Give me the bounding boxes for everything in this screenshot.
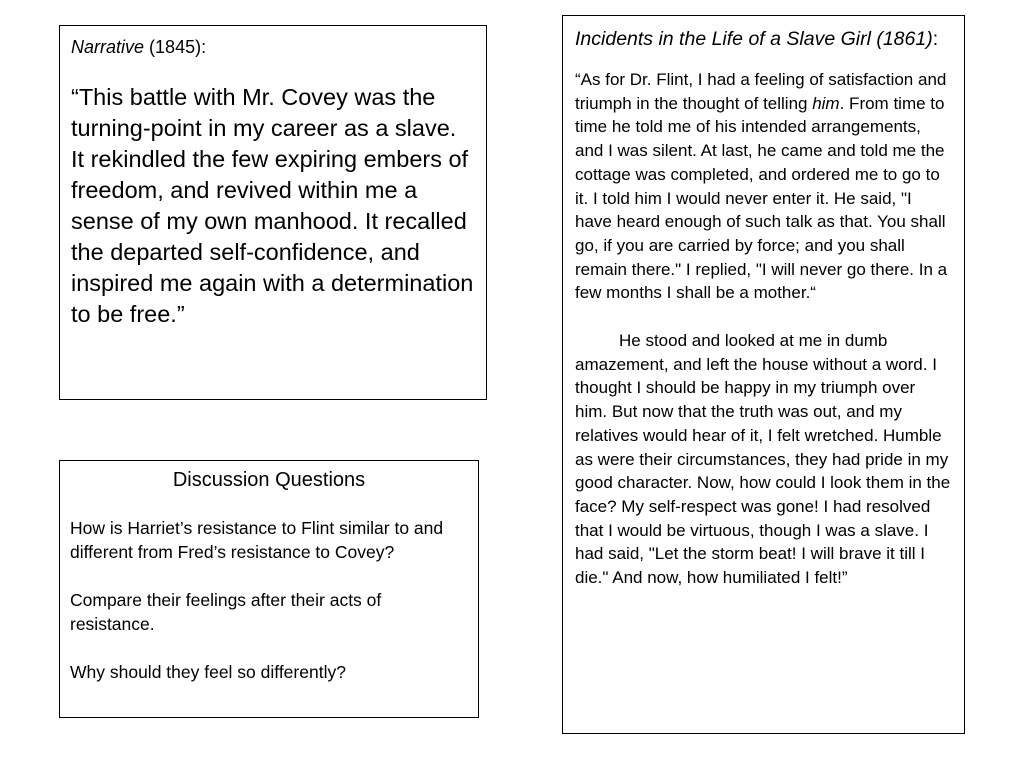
discussion-title: Discussion Questions	[172, 469, 366, 491]
discussion-questions-box	[59, 460, 479, 718]
narrative-heading	[71, 36, 475, 58]
incidents-quote-box	[562, 15, 965, 734]
incidents-paragraph-1-start: “As for Dr. Flint, I had a feeling of satisfaction and triumph in the thought of telling	[575, 70, 947, 113]
narrative-quote: “This battle with Mr. Covey was the turning-point in my career as a slave. It rekindled the few expiring embers of freedom, and revived within me a sense of my own manhood. It recalled the departed self-confidence, and inspired me again with a determination to be free.”	[71, 84, 474, 327]
narrative-year: (1845):	[149, 37, 207, 57]
incidents-title-suffix: :	[932, 28, 939, 50]
narrative-quote-box	[59, 25, 487, 400]
incidents-title: Incidents in the Life of a Slave Girl (1861)	[575, 28, 933, 50]
discussion-question-2: Compare their feelings after their acts of resistance.	[70, 590, 382, 634]
incidents-emphasis-him: him	[812, 93, 840, 113]
discussion-question-3: Why should they feel so differently?	[70, 662, 346, 682]
discussion-question-1: How is Harriet’s resistance to Flint similar to and different from Fred’s resistance to Covey?	[70, 518, 444, 562]
incidents-heading	[575, 24, 952, 55]
narrative-title: Narrative	[71, 37, 145, 57]
incidents-paragraph-1-end: . From time to time he told me of his intended arrangements, and I was silent. At last, he came and told me the cottage was completed, and ordered me to go to it. I told him I would never enter it. He said, "I have heard enough of such talk as that. You shall go, if you are carried by force; and you shall remain there." I replied, "I will never go there. In a few months I shall be a mother.“	[575, 93, 948, 303]
incidents-paragraph-1	[575, 68, 952, 305]
incidents-paragraph-2: He stood and looked at me in dumb amazement, and left the house without a word. I thought I should be happy in my triumph over him. But now that the truth was out, and my relatives would hear of it, I felt wretched. Humble as were their circumstances, they had pride in my good character. Now, how could I look them in the face? My self-respect was gone! I had resolved that I would be virtuous, though I was a slave. I had said, "Let the storm beat! I will brave it till I die." And now, how humiliated I felt!”	[575, 331, 951, 588]
